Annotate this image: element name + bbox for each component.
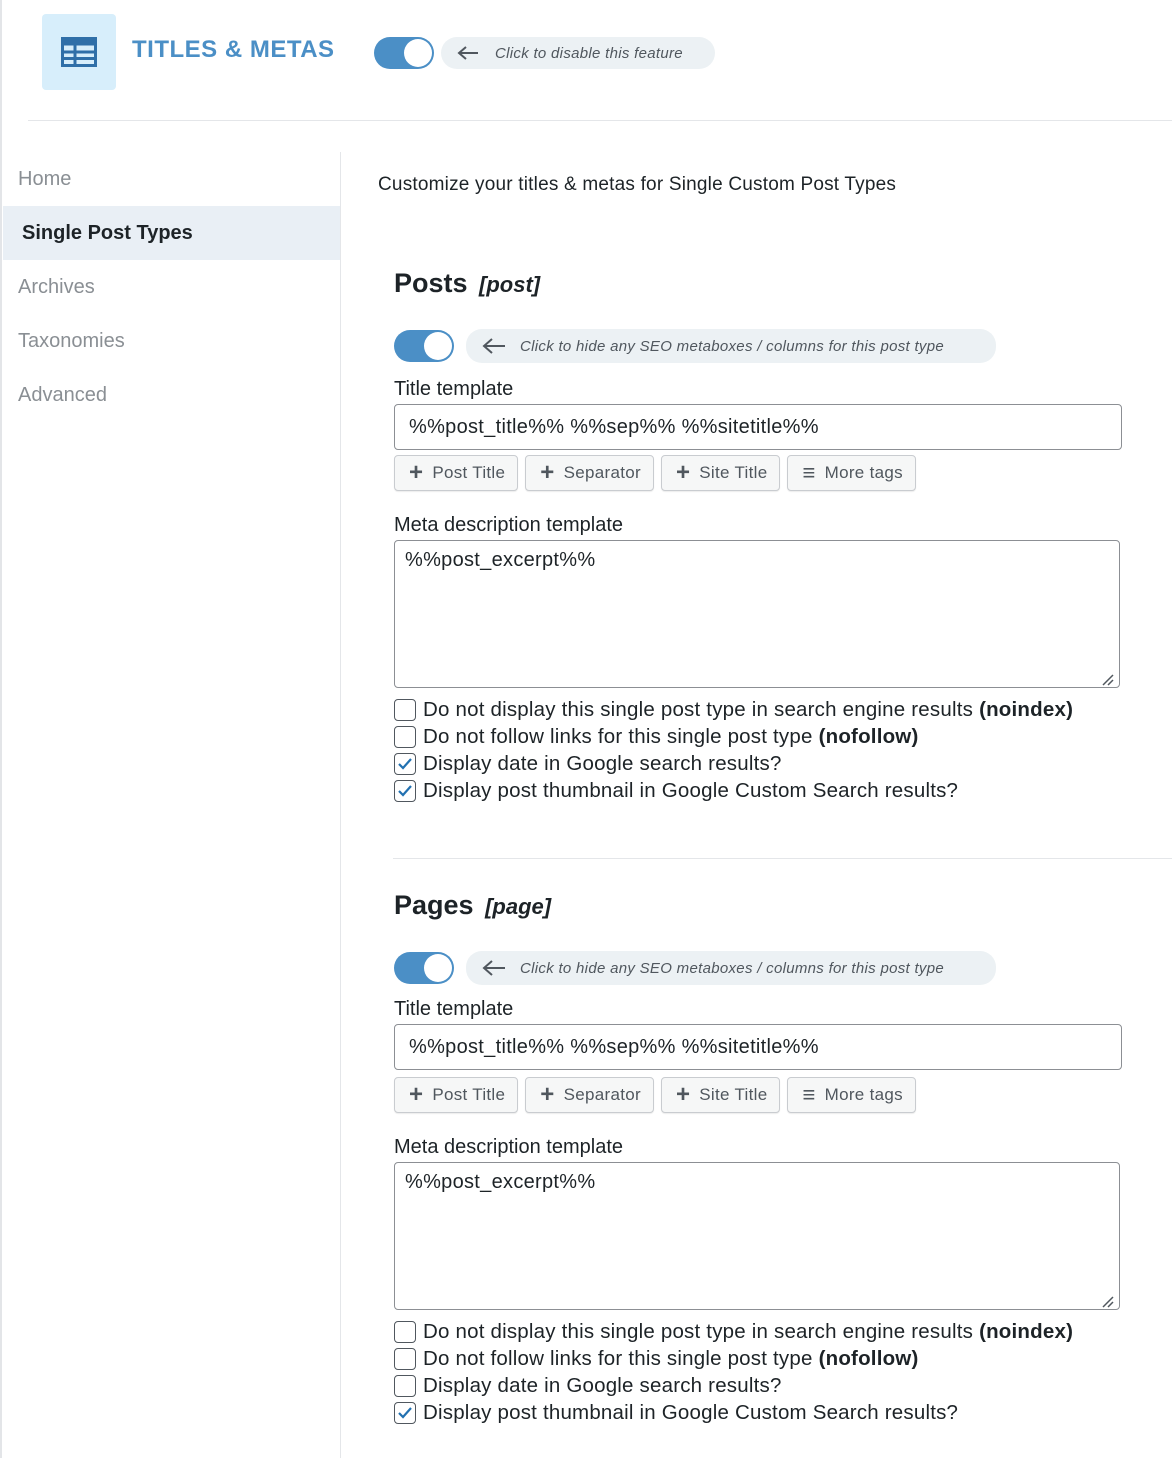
checkmark-icon [397, 1406, 413, 1420]
tag-button-label: Separator [563, 463, 641, 482]
posts-checkbox-list [394, 696, 1073, 804]
resize-grip-icon[interactable] [1100, 672, 1114, 686]
noindex-checkbox[interactable] [394, 1321, 416, 1343]
pages-toggle-hint [466, 951, 996, 985]
section-title [394, 890, 1172, 921]
sidebar [3, 152, 340, 422]
plus-icon: + [675, 1081, 691, 1108]
noindex-checkbox[interactable] [394, 699, 416, 721]
toggle-hint-text: Click to hide any SEO metaboxes / columns for this post type [520, 337, 945, 355]
tag-button-label: Site Title [699, 463, 768, 482]
sidebar-item-label: Single Post Types [22, 221, 193, 244]
feature-hint [441, 37, 715, 69]
table-grid-icon [61, 37, 97, 67]
page-title: TITLES & METAS [132, 36, 335, 63]
resize-grip-icon[interactable] [1100, 1294, 1114, 1308]
noindex-option [394, 1318, 1073, 1345]
arrow-left-icon [482, 959, 508, 977]
left-border [0, 0, 2, 1458]
tag-button-label: Separator [563, 1085, 641, 1104]
tag-button-label: Post Title [432, 463, 506, 482]
display-date-option [394, 750, 1073, 777]
pages-meta-description-textarea[interactable] [394, 1162, 1120, 1310]
posts-section [394, 268, 1172, 828]
meta-description-label: Meta description template [394, 1136, 624, 1158]
feature-toggle[interactable] [374, 37, 434, 69]
nofollow-checkbox[interactable] [394, 1348, 416, 1370]
checkbox-label: Do not follow links for this single post type [423, 1346, 813, 1370]
section-name: Pages [394, 890, 474, 920]
toggle-knob [424, 954, 452, 982]
plus-icon: + [540, 459, 555, 486]
sidebar-item-taxonomies[interactable] [3, 314, 340, 368]
sidebar-item-label: Taxonomies [18, 329, 125, 352]
posts-visibility-toggle[interactable] [394, 330, 454, 362]
intro-text: Customize your titles & metas for Single Custom Post Types [378, 174, 897, 195]
sidebar-item-archives[interactable] [3, 260, 340, 314]
tag-button-label: Post Title [432, 1085, 506, 1104]
tag-buttons [394, 455, 916, 491]
sidebar-divider [340, 152, 341, 1458]
checkmark-icon [397, 757, 413, 771]
add-post-title-tag-button[interactable] [394, 455, 518, 491]
titles-metas-logo [42, 14, 116, 90]
section-divider [393, 858, 1172, 859]
checkbox-label: Do not display this single post type in search engine results [423, 1319, 974, 1343]
plus-icon: + [675, 459, 691, 486]
checkbox-label: Do not follow links for this single post type [423, 724, 813, 748]
sidebar-item-label: Advanced [18, 383, 107, 406]
plus-icon: + [540, 1081, 555, 1108]
toggle-hint-text: Click to hide any SEO metaboxes / columns for this post type [520, 959, 945, 977]
arrow-left-icon [482, 337, 508, 355]
nofollow-checkbox[interactable] [394, 726, 416, 748]
sidebar-item-label: Home [18, 167, 72, 190]
meta-description-label: Meta description template [394, 514, 624, 536]
display-date-option [394, 1372, 1073, 1399]
more-tags-button[interactable] [787, 1077, 915, 1113]
title-template-label: Title template [394, 378, 514, 400]
checkbox-label-bold: (nofollow) [818, 724, 919, 748]
arrow-left-icon [457, 45, 483, 61]
checkbox-label-bold: (noindex) [979, 697, 1074, 721]
display-thumbnail-option [394, 1399, 1073, 1426]
checkbox-label: Display date in Google search results? [423, 1373, 782, 1397]
posts-meta-description-textarea[interactable] [394, 540, 1120, 688]
pages-title-template-input[interactable] [394, 1024, 1122, 1070]
pages-section [394, 890, 1172, 1450]
feature-hint-text: Click to disable this feature [495, 44, 683, 62]
checkbox-label: Do not display this single post type in search engine results [423, 697, 974, 721]
sidebar-item-single-post-types[interactable] [3, 206, 340, 260]
checkbox-label: Display post thumbnail in Google Custom Search results? [423, 1400, 959, 1424]
section-slug: [post] [479, 272, 541, 297]
add-post-title-tag-button[interactable] [394, 1077, 518, 1113]
more-tags-button[interactable] [787, 455, 915, 491]
tag-button-label: More tags [824, 463, 903, 482]
plus-icon: + [409, 1081, 424, 1108]
noindex-option [394, 696, 1073, 723]
display-thumbnail-option [394, 777, 1073, 804]
tag-button-label: More tags [824, 1085, 903, 1104]
menu-lines-icon: ≡ [802, 1082, 816, 1107]
nofollow-option [394, 1345, 1073, 1372]
nofollow-option [394, 723, 1073, 750]
checkbox-label: Display post thumbnail in Google Custom Search results? [423, 778, 959, 802]
tag-button-label: Site Title [699, 1085, 768, 1104]
plus-icon: + [409, 459, 424, 486]
add-site-title-tag-button[interactable] [661, 1077, 781, 1113]
add-separator-tag-button[interactable] [525, 455, 654, 491]
add-site-title-tag-button[interactable] [661, 455, 781, 491]
checkbox-label-bold: (noindex) [979, 1319, 1074, 1343]
sidebar-item-advanced[interactable] [3, 368, 340, 422]
display-thumbnail-checkbox[interactable] [394, 780, 416, 802]
display-date-checkbox[interactable] [394, 1375, 416, 1397]
pages-checkbox-list [394, 1318, 1073, 1426]
posts-title-template-input[interactable] [394, 404, 1122, 450]
pages-visibility-toggle[interactable] [394, 952, 454, 984]
posts-toggle-hint [466, 329, 996, 363]
section-title [394, 268, 1172, 299]
tag-buttons [394, 1077, 916, 1113]
display-thumbnail-checkbox[interactable] [394, 1402, 416, 1424]
toggle-knob [424, 332, 452, 360]
title-template-label: Title template [394, 998, 514, 1020]
section-slug: [page] [485, 894, 552, 919]
section-name: Posts [394, 268, 468, 298]
menu-lines-icon: ≡ [802, 460, 816, 485]
checkbox-label: Display date in Google search results? [423, 751, 782, 775]
add-separator-tag-button[interactable] [525, 1077, 654, 1113]
sidebar-item-home[interactable] [3, 152, 340, 206]
toggle-knob [404, 39, 432, 67]
sidebar-item-label: Archives [18, 275, 95, 298]
display-date-checkbox[interactable] [394, 753, 416, 775]
checkbox-label-bold: (nofollow) [818, 1346, 919, 1370]
header-divider [28, 120, 1172, 121]
checkmark-icon [397, 784, 413, 798]
